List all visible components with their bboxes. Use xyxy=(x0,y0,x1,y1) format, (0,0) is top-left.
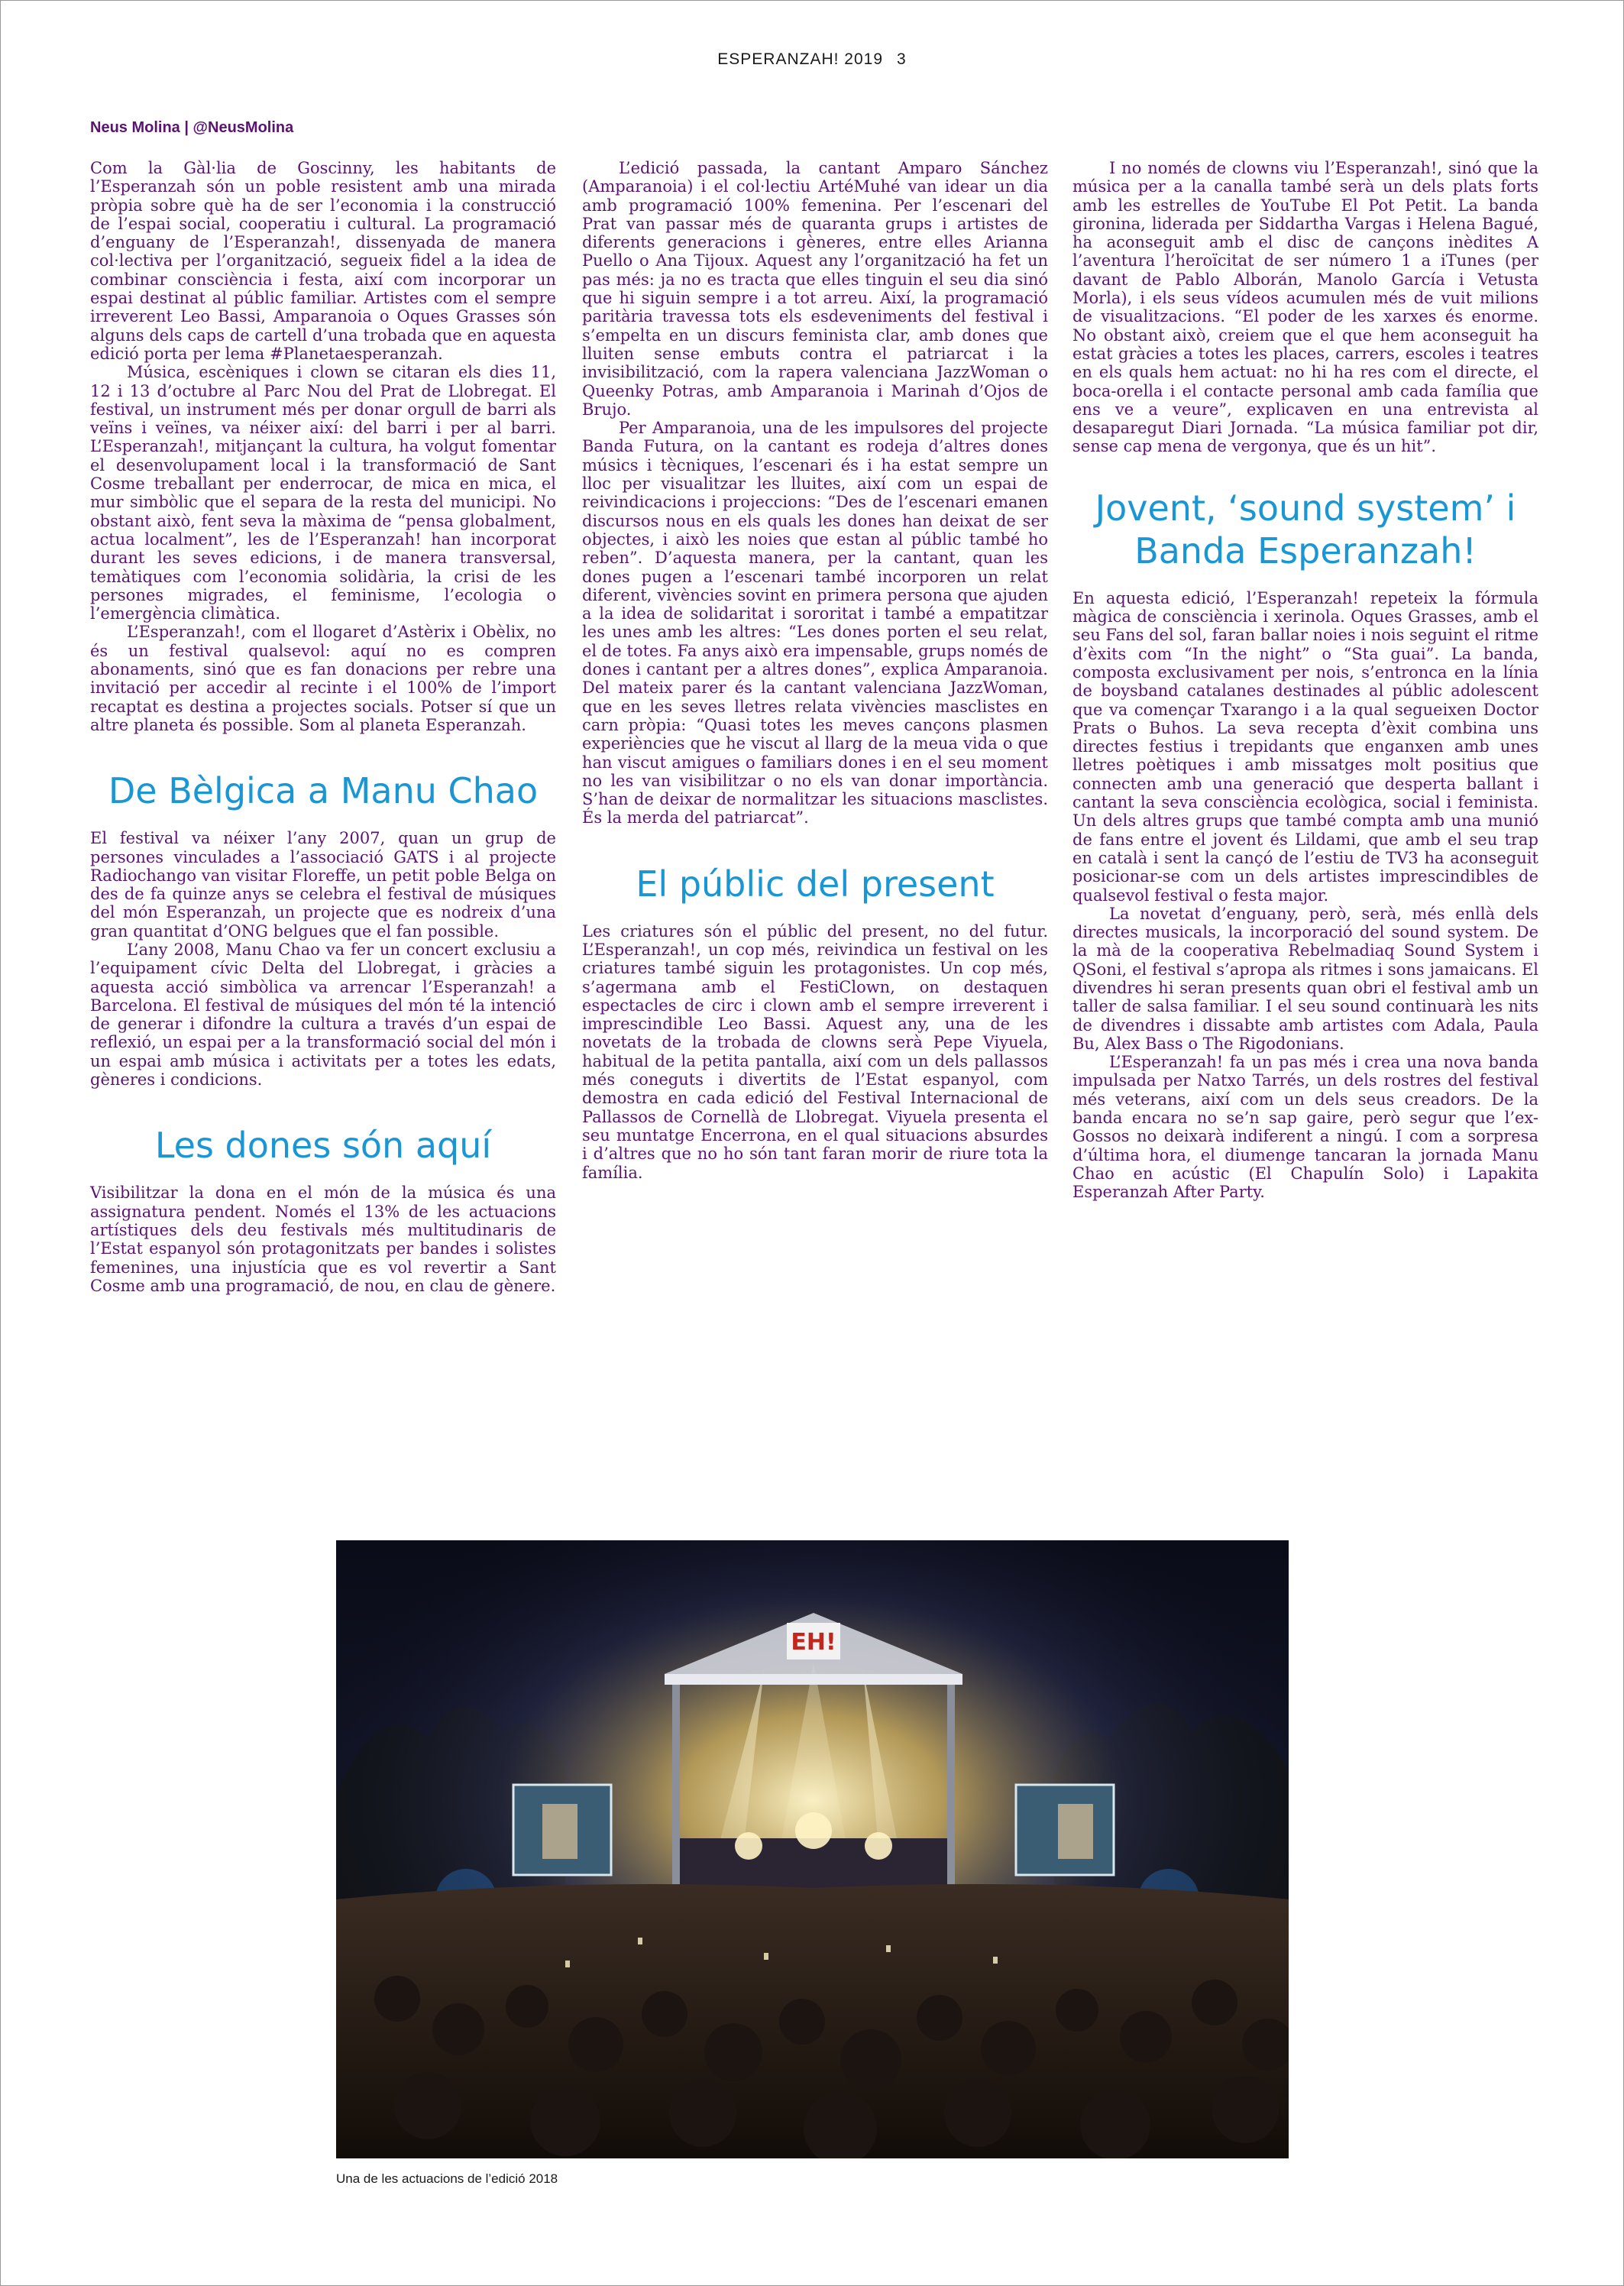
stage-logo: EH! xyxy=(791,1629,836,1656)
stage-tower-right xyxy=(947,1685,955,1899)
section3-paragraph-2: I no només de clowns viu l’Esperanzah!, sinó que la música per a la canalla també serà un dels plats forts amb les estrelles de YouTube El Pot Petit. La banda gironina, liderada per Siddartha Vargas i Helena Bagué, ha aconseguit amb el disc de cançons inèdites A l’aventura l’heroïcitat de ser número 1 a iTunes (per davant de Pablo Alborán, Manolo García i Vetusta Morla), i els seus vídeos acumulen més de vuit milions de visualitzacions. “El poder de les xarxes és enorme. No obstant això, creiem que el que hem aconseguit ha estat gràcies a totes les places, carrers, escoles i teatres en els quals hem actuat: no hi ha res com el directe, el boca-orella i el contacte personal amb cada família que ens ve a veure”, explicaven en una entrevista al desaparegut Diari Jornada. “La música familiar pot dir, sense cap mena de vergonya, que és un hit”. xyxy=(1072,159,1538,456)
byline: Neus Molina | @NeusMolina xyxy=(90,119,294,136)
section-heading-public: El públic del present xyxy=(636,863,995,905)
intro-paragraph-2: Música, escèniques i clown se citaran els dies 11, 12 i 13 d’octubre al Parc Nou del Prat de Llobregat. El festival, un instrument més per donar orgull de barri als veïns i veïnes, va néixer així: del barri i per al barri. L’Esperanzah!, mitjançant la cultura, ha volgut fomentar el desenvolupament local i la transformació de Sant Cosme treballant per enderrocar, de mica en mica, el mur simbòlic que el separa de la resta del municipi. No obstant això, fent seva la màxima de “pensa globalment, actua localment”, les de l’Esperanzah! han incorporat durant les seves edicions, i de manera transversal, temàtiques com l’economia solidària, la crisi de les persones migrades, el feminisme, l’ecologia o l’emergència climàtica. xyxy=(90,363,556,623)
intro-paragraph-1: Com la Gàl·lia de Goscinny, les habitants de l’Esperanzah són un poble resistent amb una mirada pròpia sobre què ha de ser l’economia i la construcció de l’espai social, cooperatiu i cultural. La programació d’enguany de l’Esperanzah!, dissenyada de manera col·lectiva per l’organització, segueix fidel a la idea de combinar consciència i festa, així com incorporar un espai destinat al públic familiar. Artistes com el sempre irreverent Leo Bassi, Amparanoia o Oques Grasses són alguns dels caps de cartell d’una trobada que en aquesta edició porta per lema #Planetaesperanzah. xyxy=(90,159,556,363)
screen-performer-left xyxy=(542,1804,577,1859)
intro-paragraph-3: L’Esperanzah!, com el llogaret d’Astèrix i Obèlix, no és un festival qualsevol: aquí no es compren abonaments, sinó que es fan donacions per rebre una invitació per accedir al recinte i el 100% de l’import recaptat es destina a projectes socials. Potser sí que un altre planeta és possible. Som al planeta Esperanzah. xyxy=(90,623,556,734)
page-number: 3 xyxy=(897,50,907,68)
stage-tower-left xyxy=(672,1685,680,1899)
section-heading-jovent: Jovent, ‘sound system’ i Banda Esperanzah! xyxy=(1095,487,1516,572)
section1-paragraph-2: L’any 2008, Manu Chao va fer un concert exclusiu a l’equipament cívic Delta del Llobregat, i gràcies a aquesta acció simbòlica va arrencar l’Esperanzah! a Barcelona. El festival de músiques del món té la intenció de generar i difondre la cultura a través d’un espai de reflexió, un espai per a la transformació social del món i un espai amb música i activitats per a totes les edats, gèneres i condicions. xyxy=(90,940,556,1090)
section4-paragraph-3: L’Esperanzah! fa un pas més i crea una nova banda impulsada per Natxo Tarrés, un dels rostres del festival més veterans, així com un dels seus creadors. De la banda encara no se’n sap gaire, però segur que l’ex-Gossos no deixarà indiferent a ningú. I com a sorpresa d’última hora, el diumenge tancaran la jornada Manu Chao en acústic (El Chapulín Solo) i Lapakita Esperanzah After Party. xyxy=(1072,1053,1538,1202)
photo-caption: Una de les actuacions de l’edició 2018 xyxy=(336,2171,558,2186)
section-heading-belgica: De Bèlgica a Manu Chao xyxy=(108,770,539,812)
running-head xyxy=(0,50,1624,69)
stage-truss xyxy=(665,1674,962,1685)
column-3 xyxy=(1072,159,1538,1202)
screen-performer-right xyxy=(1058,1804,1093,1859)
section4-paragraph-2: La novetat d’enguany, però, serà, més enllà dels directes musicals, la incorporació del sound system. De la mà de la cooperativa Rebelmadiaq Sound System i QSoni, el festival s’apropa als ritmes i sons jamaicans. El divendres hi seran presents quan obri el festival amb un taller de salsa familiar. I el seu sound continuarà les nits de divendres i dissabte amb artistes com Adala, Paula Bu, Alex Bass o The Rigodonians. xyxy=(1072,904,1538,1053)
section2-paragraph-3: Per Amparanoia, una de les impulsores del projecte Banda Futura, on la cantant es rodeja d’altres dones músics i tècniques, l’escenari és i ha estat sempre un lloc per visualitzar les lluites, així com un espai de reivindicacions i projeccions: “Des de l’escenari emanen discursos nous en els quals les dones han deixat de ser objectes, i això les noies que estan al públic també ho reben”. D’aquesta manera, per la cantant, quan les dones pugen a l’escenari també incorporen un relat diferent, vivències sovint en primera persona que ajuden a la idea de solidaritat i sororitat i també a empatitzar les unes amb les altres: “Les dones porten el seu relat, el de totes. Fa anys això era impensable, grups només de dones i cantant per a altres dones”, explica Amparanoia. Del mateix parer és la cantant valenciana JazzWoman, que en les seves lletres relata vivències masclistes en carn pròpia: “Quasi totes les meves cançons plasmen experiències que he viscut al llarg de la meua vida o que han viscut amigues o familiars dones i en el seu moment no les van visibilitzar o no els van donar importància. S’han de deixar de normalitzar les situacions masclistes. És la merda del patriarcat”. xyxy=(582,419,1048,827)
section1-paragraph-1: El festival va néixer l’any 2007, quan un grup de persones vinculades a l’associació GATS i al projecte Radiochango van visitar Floreffe, un petit poble Belga on des de fa quinze anys se celebra el festival de músiques del món Esperanzah, un projecte que es nodreix d’una gran quantitat d’ONG belgues que el fan possible. xyxy=(90,829,556,941)
column-2 xyxy=(582,159,1048,1182)
section3-paragraph-1: Les criatures són el públic del present, no del futur. L’Esperanzah!, un cop més, reivindica un festival on les criatures també siguin les protagonistes. Un cop més, s’agermana amb el FestiClown, on destaquen espectacles de circ i clown amb el sempre irreverent i imprescindible Leo Bassi. Aquest any, una de les novetats de la trobada de clowns serà Pepe Viyuela, habitual de la petita pantalla, així com un dels pallassos més coneguts i divertits de l’Estat espanyol, com demostra en cada edició del Festival Internacional de Pallassos de Cornellà de Llobregat. Viyuela presenta el seu muntatge Encerrona, en el qual situacions absurdes i d’altres que no ho són tant faran morir de riure tota la família. xyxy=(582,921,1048,1182)
section4-paragraph-1: En aquesta edició, l’Esperanzah! repeteix la fórmula màgica de consciència i xerinola. Oques Grasses, amb el seu Fans del sol, faran ballar noies i nois seguint el ritme d’èxits com “In the night” o “Sta guai”. La banda, composta exclusivament per nois, s’entronca en la línia de boysband catalanes destinades al públic adolescent que va començar Txarango i a la qual segueixen Doctor Prats o Buhos. La seva recepta d’èxit combina uns directes festius i trepidants que enganxen amb unes lletres poètiques i amb missatges molt positius que connecten amb una generació que desperta ballant i cantant la seva consciència ecològica, social i feminista. Un dels altres grups que també compta amb una munió de fans entre el jovent és Lildami, que amb el seu trap en català i sent la cançó de l’estiu de TV3 ha aconseguit posicionar-se com un dels artistes imprescindibles de qualsevol festival o festa major. xyxy=(1072,588,1538,905)
stage-light-1 xyxy=(735,1832,762,1860)
column-1 xyxy=(90,159,556,1295)
concert-scene xyxy=(336,1540,1289,2158)
concert-photo xyxy=(336,1540,1289,2158)
stage-light-2 xyxy=(795,1812,832,1849)
stage-light-3 xyxy=(865,1832,892,1860)
section2-paragraph-2: L’edició passada, la cantant Amparo Sánchez (Amparanoia) i el col·lectiu ArtéMuhé van idear un dia amb programació 100% femenina. Per l’escenari del Prat van passar més de quaranta grups i artistes de diferents generacions i gèneres, entre elles Arianna Puello o Ana Tijoux. Aquest any l’organització ha fet un pas més: ja no es tracta que elles tinguin el seu dia sinó que hi siguin sempre i a tot arreu. Així, la programació paritària travessa tots els esdeveniments del festival i s’empelta en un discurs feminista clar, amb dones que lluiten sense embuts contra el patriarcat i la invisibilització, com la rapera valenciana JazzWoman o Queenky Potras, amb Amparanoia i Marinah d’Ojos de Brujo. xyxy=(582,159,1048,419)
section2-paragraph-1: Visibilitzar la dona en el món de la música és una assignatura pendent. Només el 13% de les actuacions artístiques dels deu festivals més multitudinaris de l’Estat espanyol són protagonitzats per bandes i solistes femenines, una injustícia que es vol revertir a Sant Cosme amb una programació, de nou, en clau de gènere. xyxy=(90,1183,556,1295)
publication-name: ESPERANZAH! 2019 xyxy=(717,50,884,68)
section-heading-dones: Les dones són aquí xyxy=(154,1125,492,1167)
